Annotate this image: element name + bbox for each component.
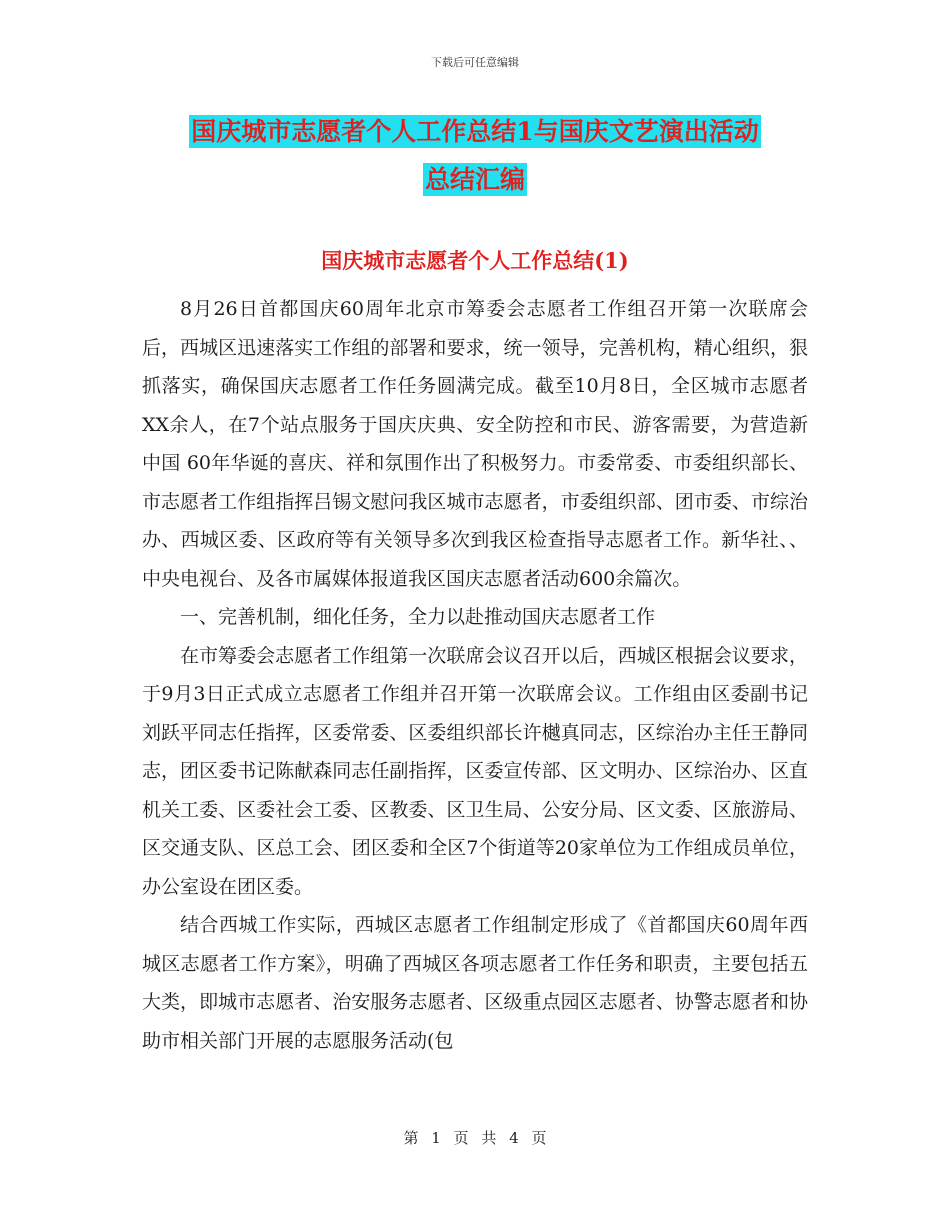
document-title bbox=[140, 108, 810, 204]
document-title-line-1: 国庆城市志愿者个人工作总结1与国庆文艺演出活动 bbox=[191, 117, 759, 146]
paragraph: 在市筹委会志愿者工作组第一次联席会议召开以后，西城区根据会议要求，于9月3日正式成立志愿者工作组并召开第一次联席会议。工作组由区委副书记刘跃平同志任指挥，区委常委、区委组织部长许樾真同志，区综治办主任王静同志，团区委书记陈献森同志任副指挥，区委宣传部、区文明办、区综治办、区直机关工委、区委社会工委、区教委、区卫生局、公安分局、区文委、区旅游局、区交通支队、区总工会、团区委和全区7个街道等20家单位为工作组成员单位，办公室设在团区委。 bbox=[142, 644, 808, 898]
document-title-line-2: 总结汇编 bbox=[424, 165, 525, 194]
body-text bbox=[142, 290, 808, 1060]
paragraph: 8月26日首都国庆60周年北京市筹委会志愿者工作组召开第一次联席会后，西城区迅速落实工作组的部署和要求，统一领导，完善机构，精心组织，狠抓落实，确保国庆志愿者工作任务圆满完成。截至10月8日，全区城市志愿者XX余人，在7个站点服务于国庆庆典、安全防控和市民、游客需要，为营造新中国 60年华诞的喜庆、祥和氛围作出了积极努力。市委常委、市委组织部长、市志愿者工作组指挥吕锡文慰问我区城市志愿者，市委组织部、团市委、市综治办、西城区委、区政府等有关领导多次到我区检查指导志愿者工作。新华社、、中央电视台、及各市属媒体报道我区国庆志愿者活动600余篇次。 bbox=[142, 298, 808, 590]
header-note: 下载后可任意编辑 bbox=[431, 56, 519, 69]
paragraph-heading: 一、完善机制，细化任务，全力以赴推动国庆志愿者工作 bbox=[180, 606, 656, 628]
paragraph: 结合西城工作实际，西城区志愿者工作组制定形成了《首都国庆60周年西城区志愿者工作方案》，明确了西城区各项志愿者工作任务和职责，主要包括五大类，即城市志愿者、治安服务志愿者、区级重点园区志愿者、协警志愿者和协助市相关部门开展的志愿服务活动(包 bbox=[142, 914, 808, 1052]
section-title: 国庆城市志愿者个人工作总结(1) bbox=[321, 248, 629, 273]
page-footer: 第 1 页 共 4 页 bbox=[403, 1129, 547, 1147]
